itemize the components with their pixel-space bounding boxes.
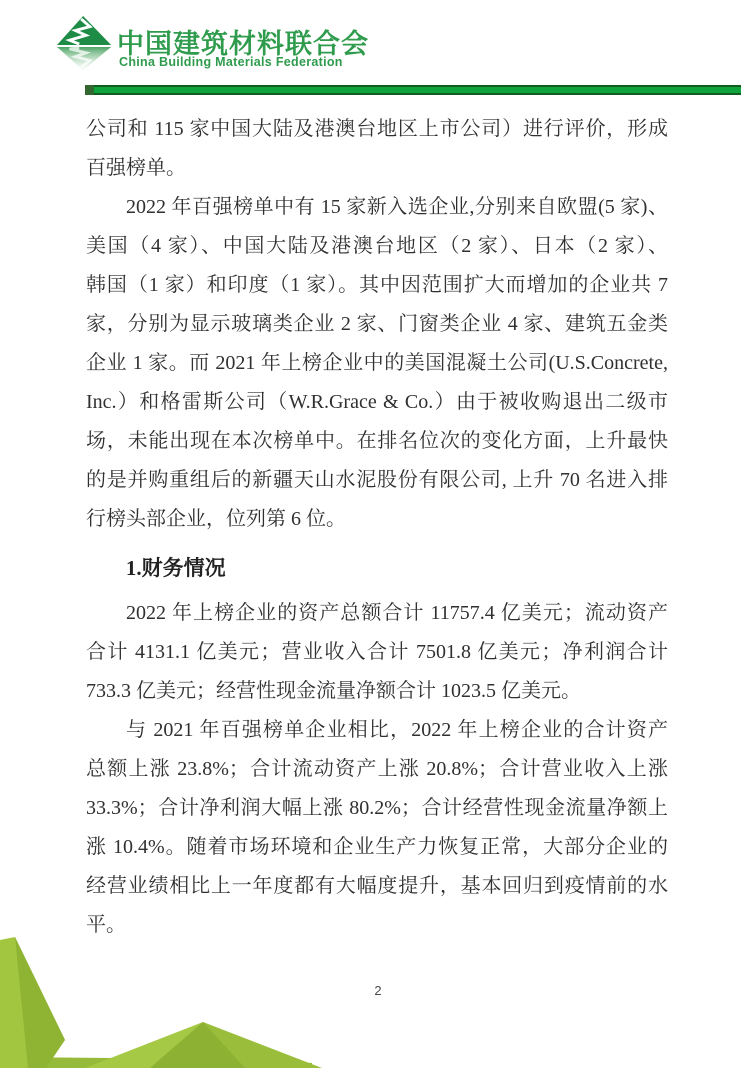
text-line: 与 2021 年百强榜单企业相比，2022 年上榜企业的合计资产 xyxy=(126,719,668,741)
text-line: 33.3%；合计净利润大幅上涨 80.2%；合计经营性现金流量净额上 xyxy=(86,797,668,819)
text-line: 场，未能出现在本次榜单中。在排名位次的变化方面，上升最快 xyxy=(86,430,668,452)
text-line: 总额上涨 23.8%；合计流动资产上涨 20.8%；合计营业收入上涨 xyxy=(86,758,668,780)
text-line: 合计 4131.1 亿美元；营业收入合计 7501.8 亿美元；净利润合计 xyxy=(86,641,668,663)
text-line: 公司和 115 家中国大陆及港澳台地区上市公司）进行评价，形成 xyxy=(86,118,668,140)
text-line: 涨 10.4%。随着市场环境和企业生产力恢复正常，大部分企业的 xyxy=(86,836,668,858)
text-line: 平。 xyxy=(86,914,126,936)
text-line: 百强榜单。 xyxy=(86,157,186,179)
text-line: 韩国（1 家）和印度（1 家）。其中因范围扩大而增加的企业共 7 xyxy=(86,274,668,296)
org-name-english: China Building Materials Federation xyxy=(119,55,343,69)
text-line: 行榜头部企业，位列第 6 位。 xyxy=(86,508,346,530)
text-line: 的是并购重组后的新疆天山水泥股份有限公司, 上升 70 名进入排 xyxy=(86,469,668,491)
text-line: 企业 1 家。而 2021 年上榜企业中的美国混凝土公司(U.S.Concrete, xyxy=(86,352,668,374)
text-line: 经营业绩相比上一年度都有大幅度提升，基本回归到疫情前的水 xyxy=(86,875,668,897)
section-heading: 1.财务情况 xyxy=(125,556,226,580)
mountain-decoration-graphic xyxy=(0,936,330,1068)
cbmf-logo-icon xyxy=(57,15,115,77)
org-name-chinese: 中国建筑材料联合会 xyxy=(117,29,369,59)
header-rule xyxy=(85,85,741,95)
header-rule-cap xyxy=(85,85,94,95)
text-line: 家，分别为显示玻璃类企业 2 家、门窗类企业 4 家、建筑五金类 xyxy=(86,313,668,335)
page-number: 2 xyxy=(374,983,382,998)
page-header xyxy=(0,0,756,100)
text-line: 2022 年百强榜单中有 15 家新入选企业,分别来自欧盟(5 家)、 xyxy=(126,196,668,218)
text-line: 733.3 亿美元；经营性现金流量净额合计 1023.5 亿美元。 xyxy=(86,680,581,702)
text-line: Inc.）和格雷斯公司（W.R.Grace & Co.）由于被收购退出二级市 xyxy=(86,391,668,413)
document-body xyxy=(86,110,668,945)
text-line: 2022 年上榜企业的资产总额合计 11757.4 亿美元；流动资产 xyxy=(126,602,668,624)
text-line: 美国（4 家）、中国大陆及港澳台地区（2 家）、日本（2 家）、 xyxy=(86,235,668,257)
